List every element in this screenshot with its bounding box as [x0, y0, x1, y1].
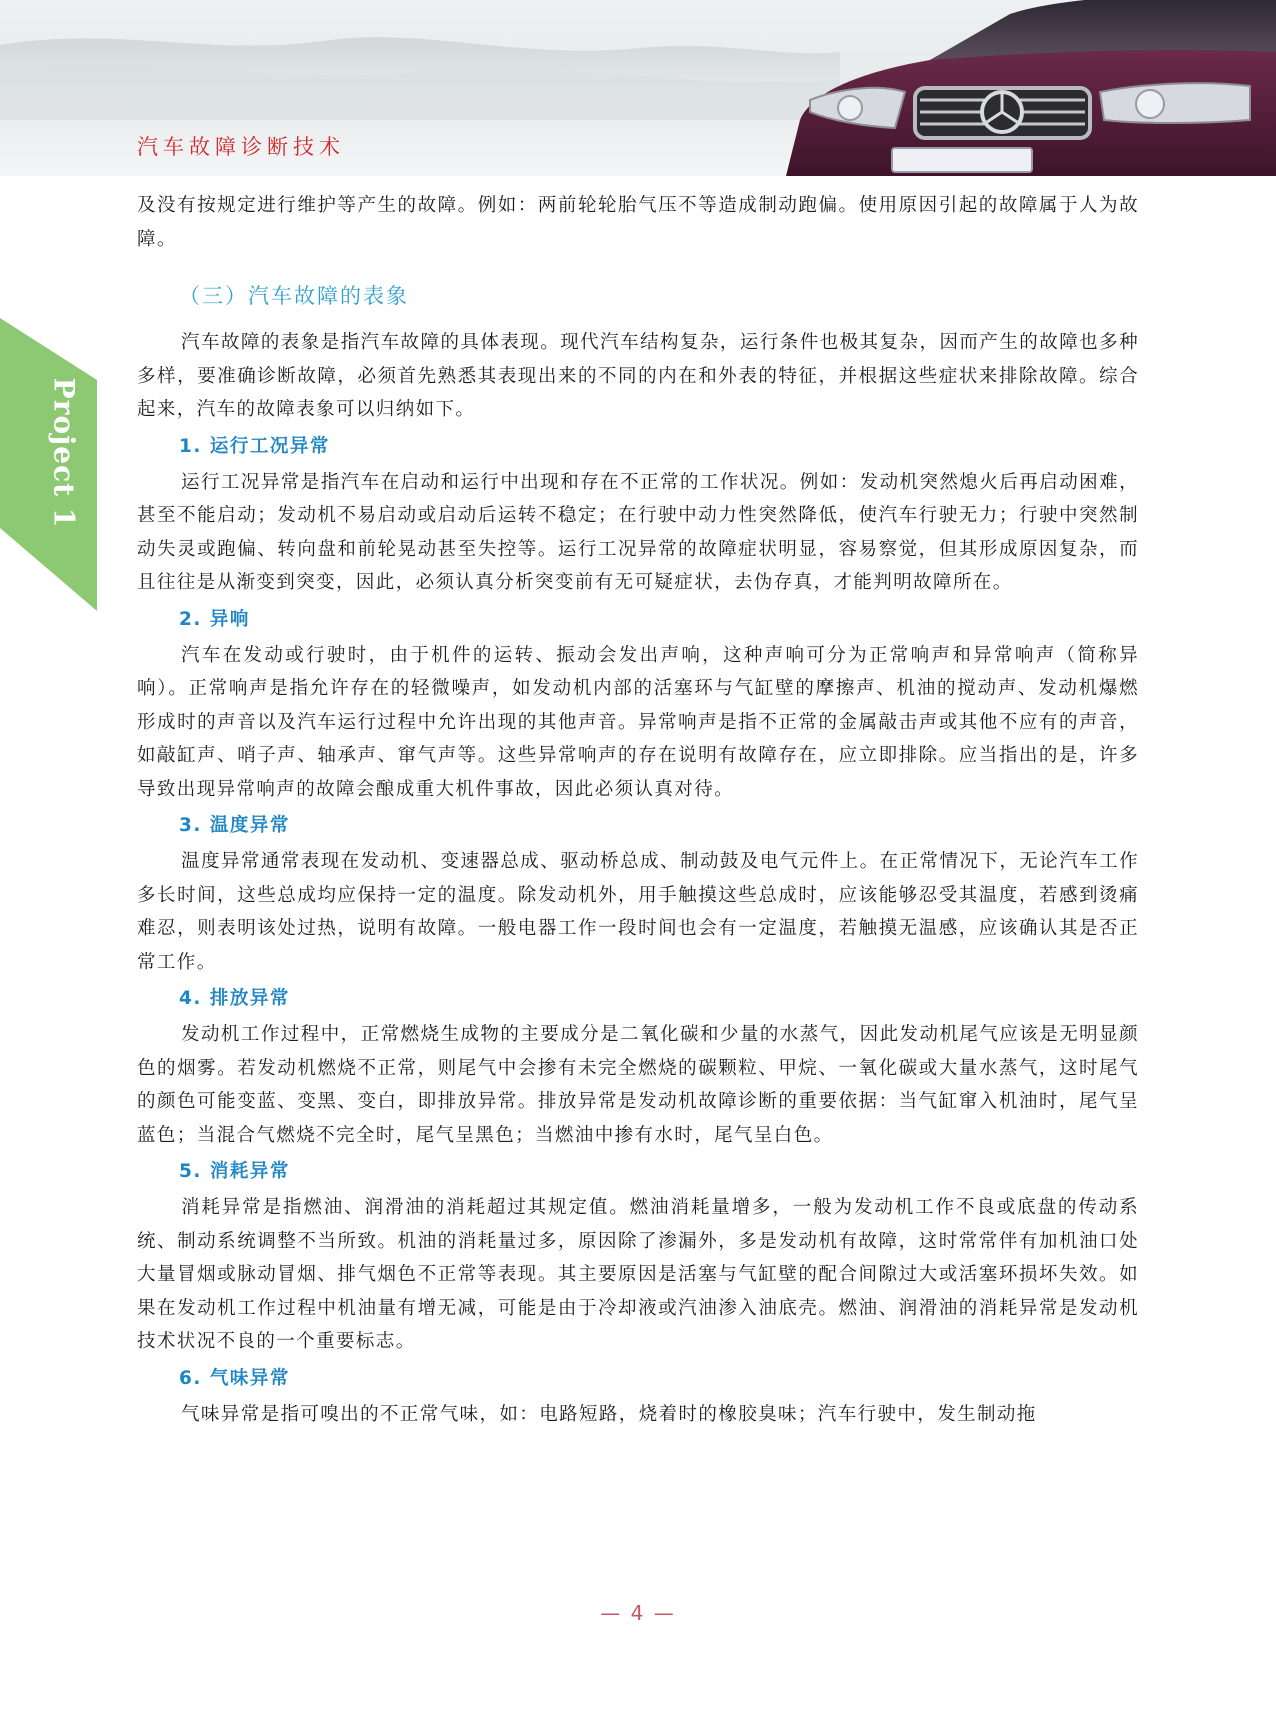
project-label: Project 1: [47, 377, 81, 529]
item-body-5: 消耗异常是指燃油、润滑油的消耗超过其规定值。燃油消耗量增多，一般为发动机工作不良或底盘的传动系统、制动系统调整不当所致。机油的消耗量过多，原因除了渗漏外，多是发动机有故障，这时常常伴有加机油口处大量冒烟或脉动冒烟、排气烟色不正常等表现。其主要原因是活塞与气缸壁的配合间隙过大或活塞环损坏失效。如果在发动机工作过程中机油量有增无减，可能是由于冷却液或汽油渗入油底壳。燃油、润滑油的消耗异常是发动机技术状况不良的一个重要标志。: [137, 1197, 1139, 1352]
section-intro: 汽车故障的表象是指汽车故障的具体表现。现代汽车结构复杂，运行条件也极其复杂，因而产生的故障也多种多样，要准确诊断故障，必须首先熟悉其表现出来的不同的内在和外表的特征，并根据这些症状来排除故障。综合起来，汽车的故障表象可以归纳如下。: [137, 332, 1139, 420]
item-body-1: 运行工况异常是指汽车在启动和运行中出现和存在不正常的工作状况。例如：发动机突然熄火后再启动困难，甚至不能启动；发动机不易启动或启动后运转不稳定；在行驶中动力性突然降低，使汽车行驶无力；行驶中突然制动失灵或跑偏、转向盘和前轮晃动甚至失控等。运行工况异常的故障症状明显，容易察觉，但其形成原因复杂，而且往往是从渐变到突变，因此，必须认真分析突变前有无可疑症状，去伪存真，才能判明故障所在。: [137, 471, 1139, 593]
item-heading-5: 5. 消耗异常: [179, 1161, 290, 1182]
page-header: [0, 0, 1276, 176]
item-heading-3: 3. 温度异常: [179, 815, 290, 836]
item-heading-2: 2. 异响: [179, 608, 250, 630]
intro-paragraph: 及没有按规定进行维护等产生的故障。例如：两前轮轮胎气压不等造成制动跑偏。使用原因引起的故障属于人为故障。: [137, 195, 1139, 250]
item-body-3: 温度异常通常表现在发动机、变速器总成、驱动桥总成、制动鼓及电气元件上。在正常情况下，无论汽车工作多长时间，这些总成均应保持一定的温度。除发动机外，用手触摸这些总成时，应该能够忍受其温度，若感到烫痛难忍，则表明该处过热，说明有故障。一般电器工作一段时间也会有一定温度，若触摸无温感，应该确认其是否正常工作。: [137, 851, 1139, 973]
item-heading-4: 4. 排放异常: [179, 988, 290, 1009]
item-heading-6: 6. 气味异常: [179, 1367, 290, 1389]
page-number: — 4 —: [600, 1601, 676, 1625]
item-body-4: 发动机工作过程中，正常燃烧生成物的主要成分是二氧化碳和少量的水蒸气，因此发动机尾气应该是无明显颜色的烟雾。若发动机燃烧不正常，则尾气中会掺有未完全燃烧的碳颗粒、甲烷、一氧化碳或大量水蒸气，这时尾气的颜色可能变蓝、变黑、变白，即排放异常。排放异常是发动机故障诊断的重要依据：当气缸窜入机油时，尾气呈蓝色；当混合气燃烧不完全时，尾气呈黑色；当燃油中掺有水时，尾气呈白色。: [137, 1024, 1139, 1146]
section-heading: （三）汽车故障的表象: [179, 284, 409, 308]
page-content: [137, 189, 1139, 1431]
item-body-2: 汽车在发动或行驶时，由于机件的运转、振动会发出声响，这种声响可分为正常响声和异常响声（简称异响）。正常响声是指允许存在的轻微噪声，如发动机内部的活塞环与气缸壁的摩擦声、机油的搅动声、发动机爆燃形成时的声音以及汽车运行过程中允许出现的其他声音。异常响声是指不正常的金属敲击声或其他不应有的声音，如敲缸声、哨子声、轴承声、窜气声等。这些异常响声的存在说明有故障存在，应立即排除。应当指出的是，许多导致出现异常响声的故障会酿成重大机件事故，因此必须认真对待。: [137, 644, 1139, 800]
car-illustration: [786, 0, 1276, 176]
book-title: 汽车故障诊断技术: [137, 135, 345, 159]
item-heading-1: 1. 运行工况异常: [179, 435, 330, 457]
item-body-6: 气味异常是指可嗅出的不正常气味，如：电路短路，烧着时的橡胶臭味；汽车行驶中，发生制动拖: [181, 1403, 1037, 1425]
